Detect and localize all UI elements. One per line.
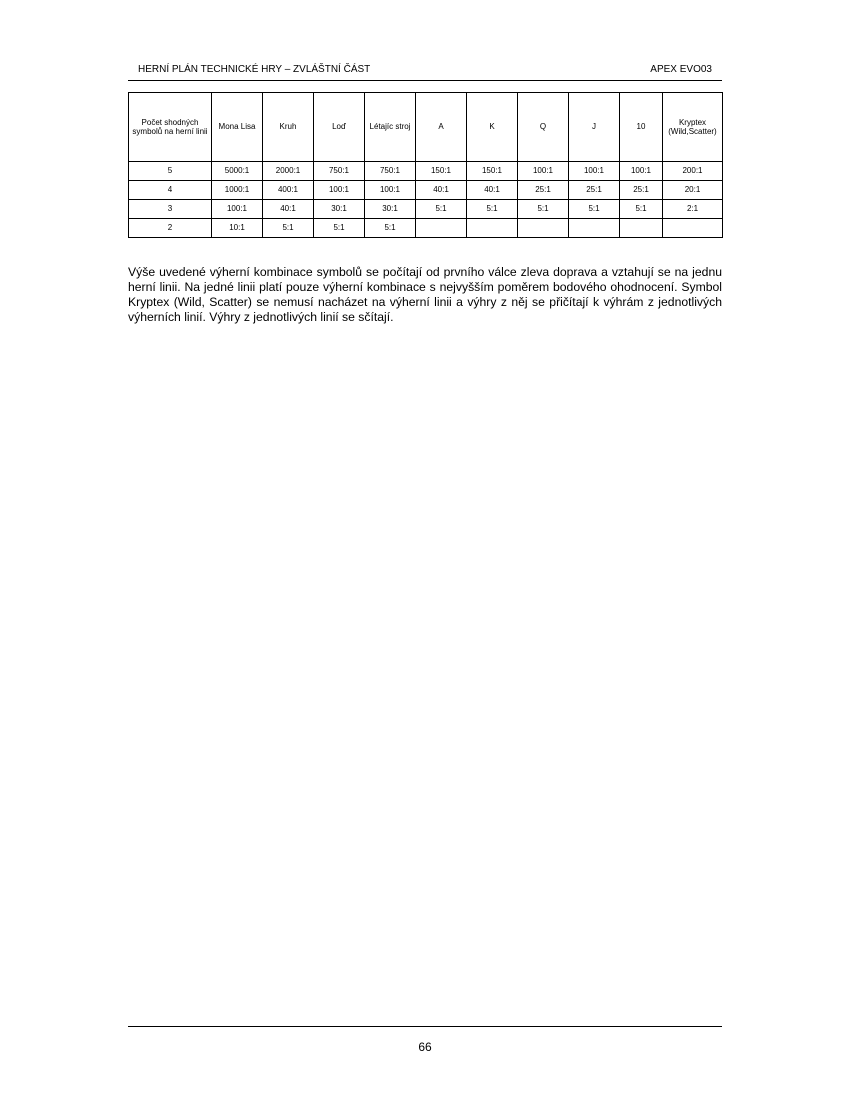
table-row — [129, 181, 723, 200]
table-cell: 4 — [129, 181, 212, 200]
header-cell-q: Q — [518, 93, 569, 162]
table-cell — [569, 219, 620, 238]
table-row — [129, 219, 723, 238]
table-cell: 1000:1 — [212, 181, 263, 200]
table-cell: 2000:1 — [263, 162, 314, 181]
table-cell — [663, 219, 723, 238]
header-cell-a: A — [416, 93, 467, 162]
table-cell: 5:1 — [365, 219, 416, 238]
table-cell: 40:1 — [467, 181, 518, 200]
table-cell: 25:1 — [620, 181, 663, 200]
table-cell: 5:1 — [467, 200, 518, 219]
table-header-row — [129, 93, 723, 162]
table-cell: 40:1 — [416, 181, 467, 200]
table-cell: 100:1 — [620, 162, 663, 181]
header-cell-10: 10 — [620, 93, 663, 162]
header-cell-letajic-stroj: Létajíc stroj — [365, 93, 416, 162]
header-cell-j: J — [569, 93, 620, 162]
table-cell: 5000:1 — [212, 162, 263, 181]
table-cell: 5 — [129, 162, 212, 181]
paytable — [128, 92, 723, 238]
table-cell — [620, 219, 663, 238]
table-cell: 2:1 — [663, 200, 723, 219]
table-cell: 40:1 — [263, 200, 314, 219]
table-cell: 30:1 — [365, 200, 416, 219]
table-cell: 400:1 — [263, 181, 314, 200]
table-cell: 2 — [129, 219, 212, 238]
table-cell: 100:1 — [569, 162, 620, 181]
body-paragraph: Výše uvedené výherní kombinace symbolů se počítají od prvního válce zleva doprava a vztahují se na jednu herní linii. Na jedné linii platí pouze výherní kombinace s nejvyšším poměrem bodového ohodnocení. Symbol Kryptex (Wild, Scatter) se nemusí nacházet na výherní linii a výhry z něj se přičítají k výhrám z jednotlivých výherních linií. Výhry z jednotlivých linií se sčítají. — [128, 265, 722, 324]
footer-divider — [128, 1026, 722, 1027]
table-cell: 100:1 — [212, 200, 263, 219]
table-cell: 5:1 — [518, 200, 569, 219]
table-cell: 5:1 — [314, 219, 365, 238]
table-row — [129, 162, 723, 181]
header-code: APEX EVO03 — [650, 64, 712, 75]
header-cell-count: Počet shodných symbolů na herní linii — [129, 93, 212, 162]
table-cell: 5:1 — [416, 200, 467, 219]
table-cell: 5:1 — [569, 200, 620, 219]
table-cell: 100:1 — [518, 162, 569, 181]
table-cell: 3 — [129, 200, 212, 219]
table-cell: 100:1 — [314, 181, 365, 200]
table-cell: 750:1 — [365, 162, 416, 181]
header-cell-kryptex: Kryptex (Wild,Scatter) — [663, 93, 723, 162]
header-title: HERNÍ PLÁN TECHNICKÉ HRY – ZVLÁŠTNÍ ČÁST — [138, 64, 371, 75]
header-cell-kruh: Kruh — [263, 93, 314, 162]
table-cell: 5:1 — [620, 200, 663, 219]
table-cell — [416, 219, 467, 238]
table-cell: 25:1 — [569, 181, 620, 200]
header-cell-lod: Loď — [314, 93, 365, 162]
table-cell: 150:1 — [416, 162, 467, 181]
table-cell: 150:1 — [467, 162, 518, 181]
table-cell: 750:1 — [314, 162, 365, 181]
table-cell — [518, 219, 569, 238]
table-cell: 25:1 — [518, 181, 569, 200]
table-row — [129, 200, 723, 219]
table-cell: 200:1 — [663, 162, 723, 181]
header-cell-k: K — [467, 93, 518, 162]
table-cell — [467, 219, 518, 238]
page-number: 66 — [418, 1040, 432, 1054]
table-cell: 5:1 — [263, 219, 314, 238]
header-cell-mona-lisa: Mona Lisa — [212, 93, 263, 162]
table-cell: 10:1 — [212, 219, 263, 238]
page-header — [128, 62, 722, 81]
table-cell: 30:1 — [314, 200, 365, 219]
table-cell: 20:1 — [663, 181, 723, 200]
table-cell: 100:1 — [365, 181, 416, 200]
